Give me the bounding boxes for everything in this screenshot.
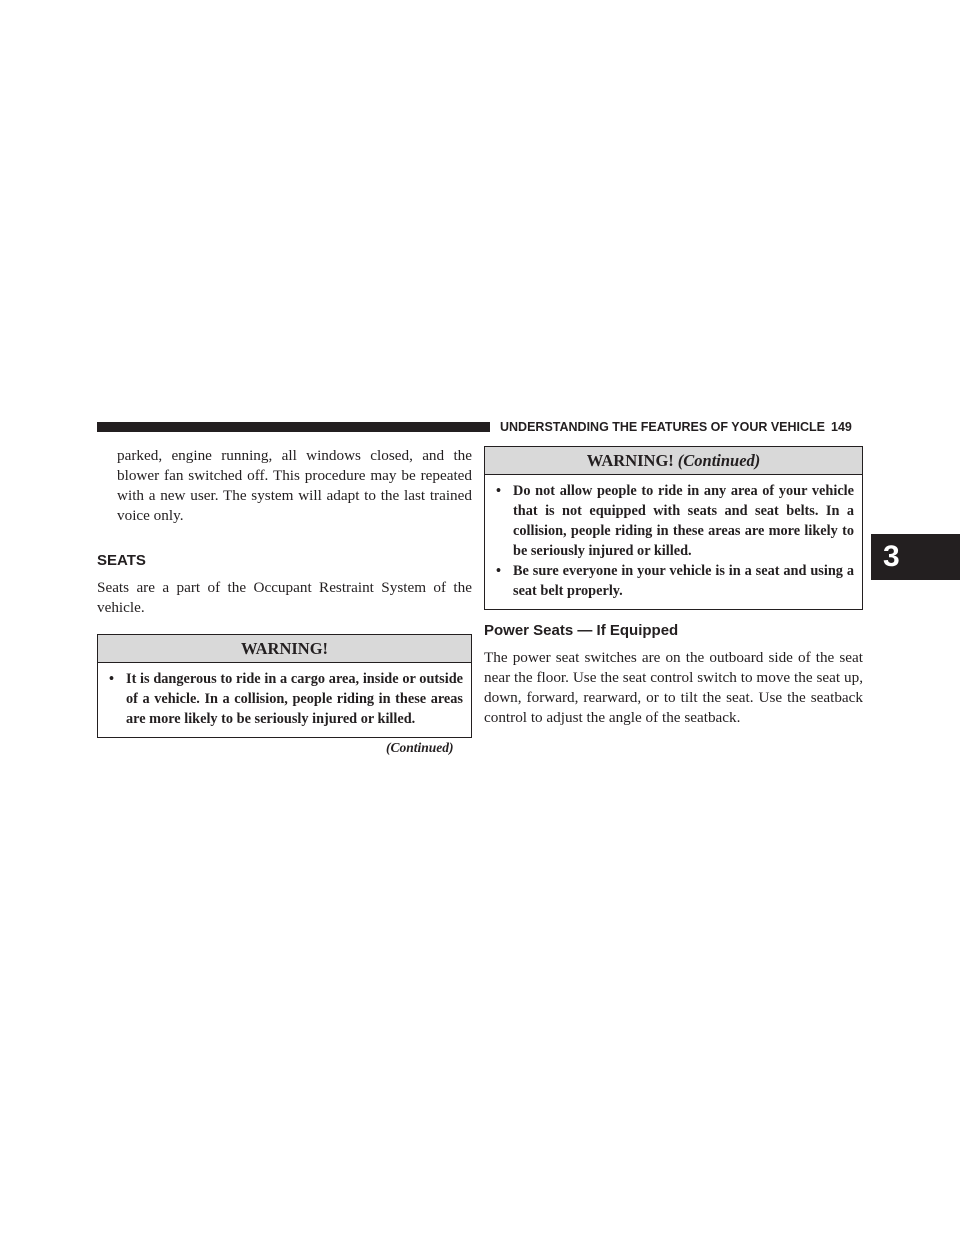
section-title: UNDERSTANDING THE FEATURES OF YOUR VEHICLE [500, 420, 826, 434]
header-rule [97, 422, 490, 432]
bullet-icon: • [109, 671, 115, 687]
bullet-icon: • [496, 563, 502, 579]
warning-title-text: WARNING! [586, 451, 674, 470]
warning-item [493, 561, 854, 601]
warning-title [98, 635, 471, 663]
warning-title-text: WARNING! [240, 639, 329, 658]
warning-box [97, 634, 472, 738]
warning-item [106, 669, 463, 729]
right-column [484, 446, 863, 728]
page-header [500, 419, 864, 435]
chapter-tab: 3 [871, 534, 960, 580]
continued-label: (Continued) [386, 740, 454, 755]
warning-list [98, 663, 471, 737]
warning-title [485, 447, 862, 475]
intro-paragraph: parked, engine running, all windows closed, and the blower fan switched off. This procedure may be repeated with a new user. The system will adapt to the last trained voice only. [117, 447, 472, 524]
page-number: 149 [831, 420, 852, 434]
seats-heading: SEATS [97, 552, 146, 569]
warning-item-text: It is dangerous to ride in a cargo area, inside or outside of a vehicle. In a collision, people riding in these areas are more likely to be seriously injured or killed. [126, 671, 463, 727]
left-column [97, 446, 472, 738]
seats-paragraph: Seats are a part of the Occupant Restraint System of the vehicle. [97, 579, 472, 616]
warning-item-text: Be sure everyone in your vehicle is in a seat and using a seat belt properly. [513, 563, 854, 599]
bullet-icon: • [496, 483, 502, 499]
warning-title-suffix: (Continued) [677, 451, 761, 470]
power-seats-heading: Power Seats — If Equipped [484, 622, 679, 639]
warning-list [485, 475, 862, 609]
warning-item-text: Do not allow people to ride in any area of your vehicle that is not equipped with seats and seat belts. In a collision, people riding in these areas are more likely to be seriously injured or killed. [513, 483, 854, 559]
warning-box-continued [484, 446, 863, 610]
warning-item [493, 481, 854, 561]
power-seats-paragraph: The power seat switches are on the outboard side of the seat near the floor. Use the seat control switch to move the seat up, down, forward, rearward, or to tilt the seat. Use the seatback control to adjust the angle of the seatback. [484, 649, 863, 726]
